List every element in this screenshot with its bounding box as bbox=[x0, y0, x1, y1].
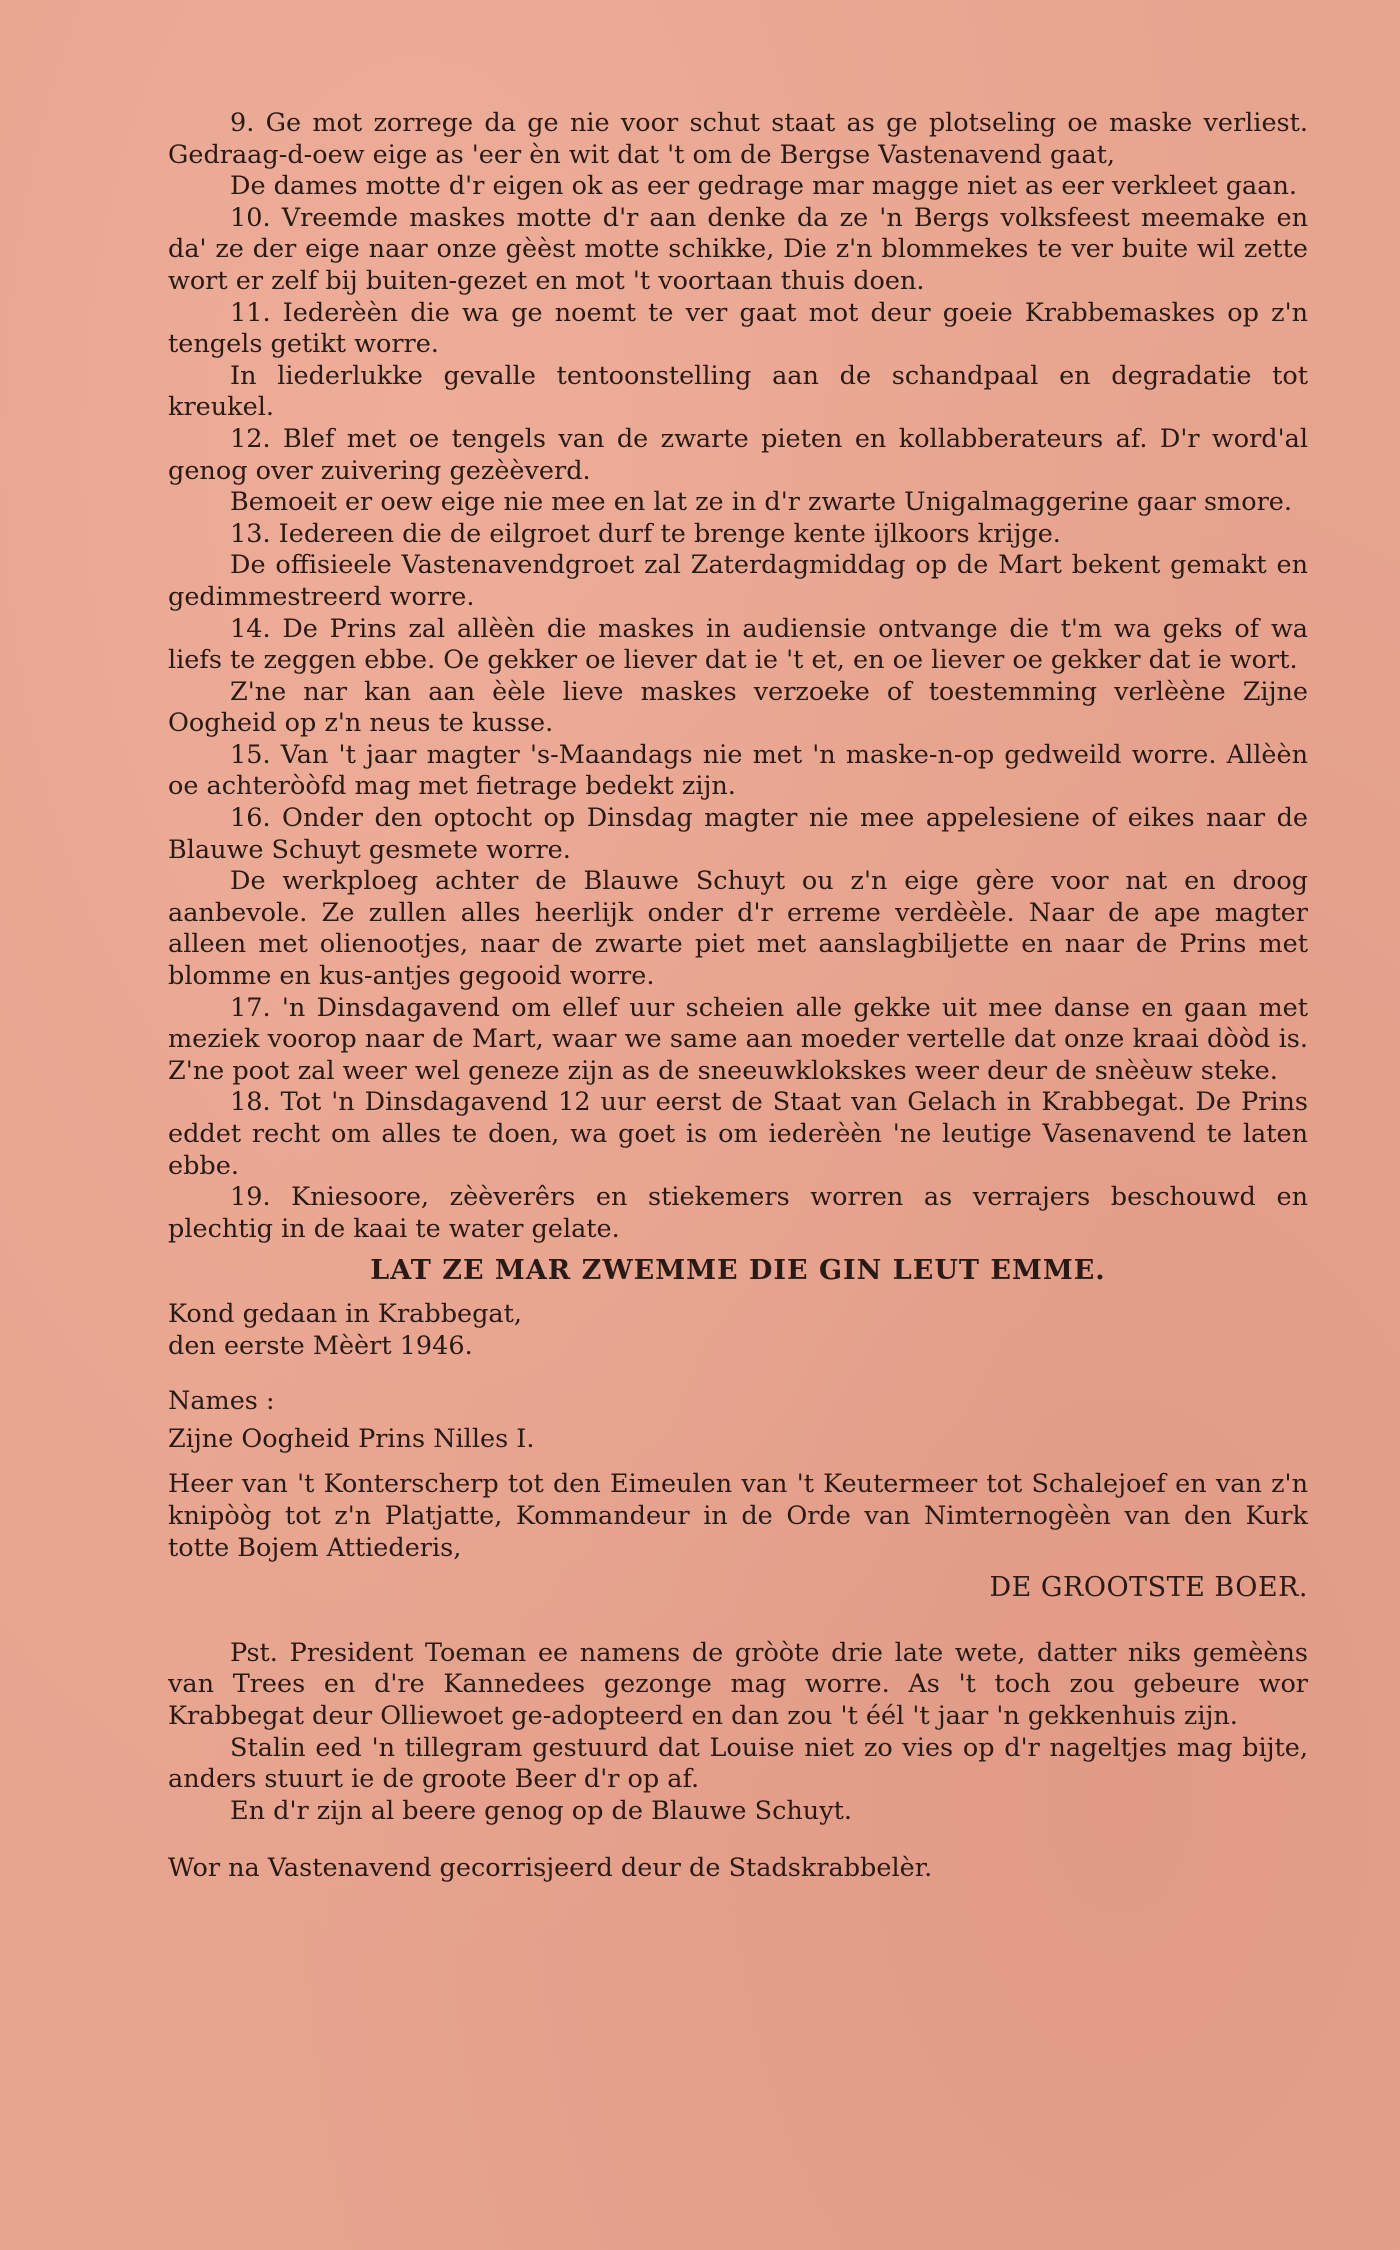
document-body bbox=[168, 108, 1308, 1885]
rule-paragraph: 17. 'n Dinsdagavend om ellef uur scheien alle gekke uit mee danse en gaan met meziek voorop naar de Mart, waar we same aan moeder vertelle dat onze kraai dòòd is. Z'ne poot zal weer wel geneze zijn as de sneeuwklokskes weer deur de snèèuw steke. bbox=[168, 992, 1308, 1086]
signature-place: Kond gedaan in Krabbegat, bbox=[168, 1298, 522, 1329]
rule-paragraph: 9. Ge mot zorrege da ge nie voor schut staat as ge plotseling oe maske verliest. Gedraag-d-oew eige as 'eer èn wit dat 't om de Bergse Vastenavend gaat, bbox=[168, 108, 1308, 170]
signature-date: den eerste Mèèrt 1946. bbox=[168, 1330, 473, 1361]
signature-names-label: Names : bbox=[168, 1386, 275, 1417]
postscript-paragraph: Stalin eed 'n tillegram gestuurd dat Louise niet zo vies op d'r nageltjes mag bijte, anders stuurt ie de groote Beer d'r op af. bbox=[168, 1732, 1308, 1795]
rule-paragraph: 16. Onder den optocht op Dinsdag magter nie mee appelesiene of eikes naar de Blauwe Schuyt gesmete worre. bbox=[168, 803, 1308, 865]
rule-paragraph: De dames motte d'r eigen ok as eer gedrage mar magge niet as eer verkleet gaan. bbox=[230, 171, 1297, 202]
rule-paragraph: 15. Van 't jaar magter 's-Maandags nie met 'n maske-n-op gedweild worre. Allèèn oe achteròòfd mag met fietrage bedekt zijn. bbox=[168, 739, 1308, 802]
signature-prince: Zijne Oogheid Prins Nilles I. bbox=[168, 1423, 535, 1454]
rule-paragraph: 11. Iederèèn die wa ge noemt te ver gaat mot deur goeie Krabbemaskes op z'n tengels getikt worre. bbox=[168, 297, 1308, 360]
signature-titles: Heer van 't Konterscherp tot den Eimeulen van 't Keutermeer tot Schalejoef en van z'n knipòòg tot z'n Platjatte, Kommandeur in de Orde van Nimternogèèn van den Kurk totte Bojem Attiederis, bbox=[168, 1469, 1308, 1563]
rule-paragraph: Z'ne nar kan aan èèle lieve maskes verzoeke of toestemming verlèène Zijne Oogheid op z'n neus te kusse. bbox=[168, 676, 1308, 739]
rule-paragraph: 19. Kniesoore, zèèverêrs en stiekemers worren as verrajers beschouwd en plechtig in de kaai te water gelate. bbox=[168, 1182, 1308, 1244]
slogan-heading: LAT ZE MAR ZWEMME DIE GIN LEUT EMME. bbox=[370, 1255, 1106, 1287]
rule-paragraph: 13. Iedereen die de eilgroet durf te brenge kente ijlkoors krijge. bbox=[230, 518, 1061, 549]
rule-paragraph: In liederlukke gevalle tentoonstelling aan de schandpaal en degradatie tot kreukel. bbox=[168, 360, 1308, 423]
rule-paragraph: 18. Tot 'n Dinsdagavend 12 uur eerst de Staat van Gelach in Krabbegat. De Prins eddet recht om alles te doen, wa goet is om iederèèn 'ne leutige Vasenavend te laten ebbe. bbox=[168, 1087, 1308, 1181]
postscript-paragraph: En d'r zijn al beere genog op de Blauwe Schuyt. bbox=[230, 1795, 852, 1826]
rule-paragraph: 14. De Prins zal allèèn die maskes in audiensie ontvange die t'm wa geks of wa liefs te zeggen ebbe. Oe gekker oe liever dat ie 't et, en oe liever oe gekker dat ie wort. bbox=[168, 613, 1308, 676]
rule-paragraph: De offisieele Vastenavendgroet zal Zaterdagmiddag op de Mart bekent gemakt en gedimmestreerd worre. bbox=[168, 550, 1308, 612]
rule-paragraph: De werkploeg achter de Blauwe Schuyt ou z'n eige gère voor nat en droog aanbevole. Ze zullen alles heerlijk onder d'r erreme verdèèle. Naar de ape magter alleen met olienootjes, naar de zwarte piet met aanslagbiljette en naar de Prins met blomme en kus-antjes gegooid worre. bbox=[168, 866, 1308, 992]
rule-paragraph: 12. Blef met oe tengels van de zwarte pieten en kollabberateurs af. D'r word'al genog over zuivering gezèèverd. bbox=[168, 423, 1308, 486]
footer-note: Wor na Vastenavend gecorrisjeerd deur de Stadskrabbelèr. bbox=[168, 1853, 933, 1884]
rule-paragraph: 10. Vreemde maskes motte d'r aan denke da ze 'n Bergs volksfeest meemake en da' ze der eige naar onze gèèst motte schikke, Die z'n blommekes te ver buite wil zette wort er zelf bij buiten-gezet en mot 't voortaan thuis doen. bbox=[168, 202, 1308, 296]
postscript-paragraph: Pst. President Toeman ee namens de gròòte drie late wete, datter niks gemèèns van Trees en d're Kannedees gezonge mag worre. As 't toch zou gebeure wor Krabbegat deur Olliewoet ge-adopteerd en dan zou 't éél 't jaar 'n gekkenhuis zijn. bbox=[168, 1637, 1308, 1731]
signature-boer: DE GROOTSTE BOER. bbox=[989, 1572, 1308, 1604]
rule-paragraph: Bemoeit er oew eige nie mee en lat ze in d'r zwarte Unigalmaggerine gaar smore. bbox=[230, 487, 1292, 518]
